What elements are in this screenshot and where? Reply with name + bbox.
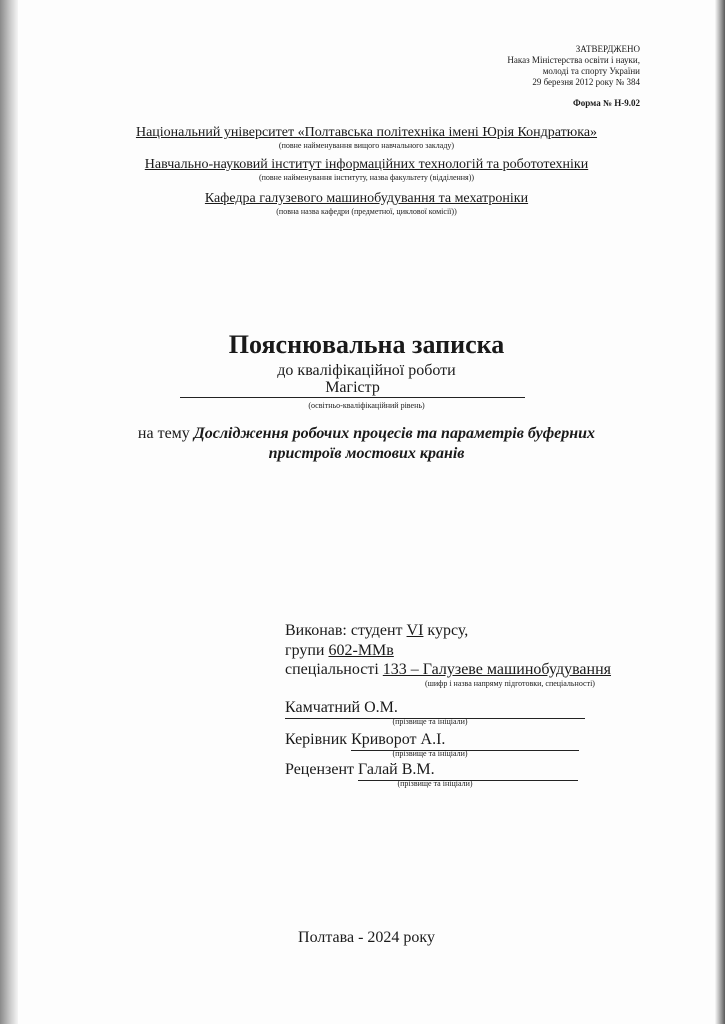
approval-line-4: 29 березня 2012 року № 384 <box>532 77 640 87</box>
university-caption: (повне найменування вищого навчального закладу) <box>278 141 455 150</box>
document-subtitle: до кваліфікаційної роботи <box>277 362 456 379</box>
institute-block <box>18 157 715 183</box>
course-suffix: курсу, <box>427 622 469 639</box>
specialty-label: спеціальності <box>285 661 379 678</box>
reviewer-name: Галай В.М. <box>358 760 578 781</box>
course-value: VI <box>406 622 424 639</box>
reviewer-caption: (прізвище та ініціали) <box>397 779 473 788</box>
page-right-edge-shadow <box>715 0 725 1024</box>
university-block <box>18 125 715 151</box>
group-line <box>285 641 394 661</box>
institute-caption: (повне найменування інституту, назва факультету (відділення)) <box>258 173 475 182</box>
student-name-caption: (прізвище та ініціали) <box>392 717 468 726</box>
degree-value: Магістр <box>180 379 525 398</box>
university-name: Національний університет «Полтавська політехніка імені Юрія Кондратюка» <box>135 125 598 140</box>
specialty-value: 133 – Галузеве машинобудування <box>382 661 612 678</box>
topic-line-2 <box>18 444 715 464</box>
approval-block <box>507 44 640 109</box>
supervisor-caption: (прізвище та ініціали) <box>392 749 468 758</box>
performed-line <box>285 621 468 641</box>
topic-text-2: пристроїв мостових кранів <box>268 445 465 462</box>
student-name: Камчатний О.М. <box>285 698 585 719</box>
performed-label: Виконав: студент <box>285 622 403 639</box>
reviewer-label: Рецензент <box>285 761 354 778</box>
reviewer-line <box>285 760 578 781</box>
degree-caption: (освітньо-кваліфікаційний рівень) <box>308 401 425 410</box>
approval-line-1: ЗАТВЕРДЖЕНО <box>575 44 640 54</box>
degree-field <box>180 379 525 398</box>
group-label: групи <box>285 642 325 659</box>
department-name: Кафедра галузевого машинобудування та мехатроніки <box>204 191 529 206</box>
approval-line-2: Наказ Міністерства освіти і науки, <box>507 55 640 65</box>
department-caption: (повна назва кафедри (предметної, циклової комісії)) <box>276 207 457 216</box>
supervisor-label: Керівник <box>285 731 348 748</box>
student-line <box>285 698 585 719</box>
page-left-edge-shadow <box>0 0 18 1024</box>
place-year: Полтава - 2024 року <box>298 929 435 946</box>
specialty-caption: (шифр і назва напряму підготовки, спеціальності) <box>425 679 595 688</box>
topic-text-1: Дослідження робочих процесів та параметрів буферних <box>193 425 596 442</box>
topic-prefix: на тему <box>137 425 190 442</box>
supervisor-line <box>285 730 579 751</box>
institute-name: Навчально-науковий інститут інформаційних технологій та робототехніки <box>144 157 589 172</box>
document-title: Пояснювальна записка <box>228 330 505 359</box>
approval-line-3: молоді та спорту України <box>542 66 640 76</box>
specialty-line <box>285 660 611 680</box>
group-value: 602-ММв <box>328 642 394 659</box>
department-block <box>18 191 715 217</box>
form-number: Форма № Н-9.02 <box>573 98 640 108</box>
supervisor-name: Криворот А.І. <box>351 730 579 751</box>
topic-line-1 <box>18 424 715 444</box>
